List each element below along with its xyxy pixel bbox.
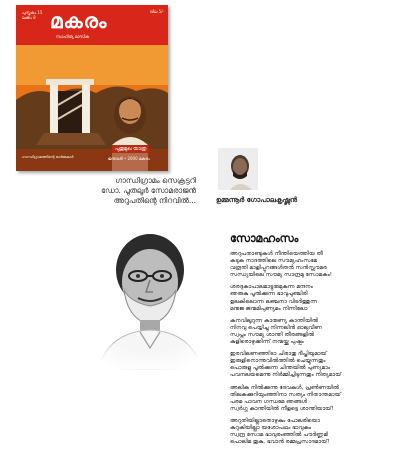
poem-line: ഉലകിലൊന്ന ലഞ്ചനാ വിടർത്തുന്ന [230,298,318,305]
poem-line: പൊരുളു പൂൽക്കുന്ന ചിന്തയിൽ പുണ്യമാം [230,365,331,372]
poem-stanza [230,318,390,346]
poem-line: ഇരുളിനൊന്നുവിൽത്തിൽ ചെയ്യുന്നതും [230,358,326,365]
cover-photo-label: പുതുമുഖ യാത്ര [112,145,149,153]
author-name: ഉമ്മന്നൂർ ഗോപാലകൃഷ്ണൻ [216,196,298,204]
poem-stanza [230,284,390,312]
poem-line: അലിക നിൽക്കുന്നു ദേവകൾ, പ്രൺണയിൽ [230,384,340,391]
poem-line: ഇരവിലണഞ്ഞിടാ ചിരാതു ദീപ്തിയുമായ് [230,351,327,358]
poem-line: നിനവു പെയ്യിച്ചു നിന്നലിൻ ഓലുവീണ [230,324,322,331]
poem-line: പൊലിമ തുകു, ഭവാൻ രമ്മപ്രസാദമായ്! [230,439,330,446]
cover-caption-line: അറുപതിന്റെ നിറവിൽ... [113,196,196,205]
cover-title: മകരം [50,9,108,33]
honoree-portrait [78,220,218,370]
poem-line: അറുപതാണ്ടുകൾ നീന്തിയെത്തിയ തീ [230,251,323,257]
cover-caption-line: ഡോ. പൂതലൂർ സോമരാജൻ [101,186,196,195]
poem-title: സോമഹംസം [230,232,299,245]
poem-line: പവനലയമെന്നു നിർമ്മിച്ചിടുന്നതും നിത്യമായ് [230,372,342,379]
poem-line: സ്വപ്നം സൗമ്യ ശാന്തി തീരങ്ങളിൽ [230,331,315,338]
poem [230,232,390,451]
poem-line: മനുജ ജന്മമിപുണ്യമം നിന്നിലോ [230,305,308,312]
poem-line: പരമ പാവന ഗന്ധമേ ഞങ്ങൾ [230,398,308,405]
cover-price-text: വില 5/- [149,9,164,14]
poem-line: അറുതിയില്ലാതൊഴുകും പോലരിയൊ [230,417,321,424]
magazine-cover [16,5,168,171]
cover-caption [76,176,196,206]
poem-stanza [230,351,390,379]
poem-line: കുളിരൊഴുക്കിന്ന് നന്മയ്ക്കു പുഷ്പം [230,339,304,346]
cover-small-caption: ഗാന്ധിഗ്രാമത്തിന്റെ ഓർമ്മകൾ [22,155,74,159]
author-photo [218,148,258,190]
poem-stanza [230,385,390,413]
poem-line: കനവിലൂറുന്ന കാരുണ്യ കാന്തിയിൽ [230,317,319,324]
cover-issue-line: ജനുവരി • 2000 മകരം [108,156,150,161]
poem-stanza [230,251,390,279]
poem-line: വരൂതി മാളിപ്പുറങ്ങൾതൻ സൻസ്സൗമര [230,265,327,272]
cover-tagline: സാഹിത്യ മാസിക [56,34,90,39]
poem-line: കുറുകിയില്ലാ യശോപഥം ഭാവുകം [230,424,312,431]
poem-line: സ്വന്ദ്ര സോമ ഭാവുരംഞ്ഞിൽ പൗർണ്ണമി [230,432,328,439]
poem-line: സ്വര്‍ഗ്ഗ കാന്തിയിൽ നീളട്ടെ ശാന്തിയായ്! [230,405,334,412]
poem-line: ഞരുകു പൂൽക്കുന്ന ഭാവുപുഞ്ചിരി [230,291,308,298]
poem-line: ശരദുകാപാലമാട്ടുരുമുകുന്ന മന്ദനം [230,284,313,291]
poem-line: സന്ധ്യയിലെ സൗമ്യ സാന്ദ്രമു സോമകം! [230,272,333,279]
cover-masthead [16,5,168,45]
poem-line: കടുക നാദത്തിലെ സൗമ്യഹംസമേ [230,258,318,265]
cover-caption-line: ഗാന്ധിഗ്രാമം സെക്രട്ടറി [115,176,196,185]
cover-volume-text: പുസ്തകം 15 ലക്കം 8 [22,10,43,20]
poem-line: തിലകക്കുറിയുംഞ്ഞിനാ സത്യം നിതാന്തമായ് [230,391,341,398]
